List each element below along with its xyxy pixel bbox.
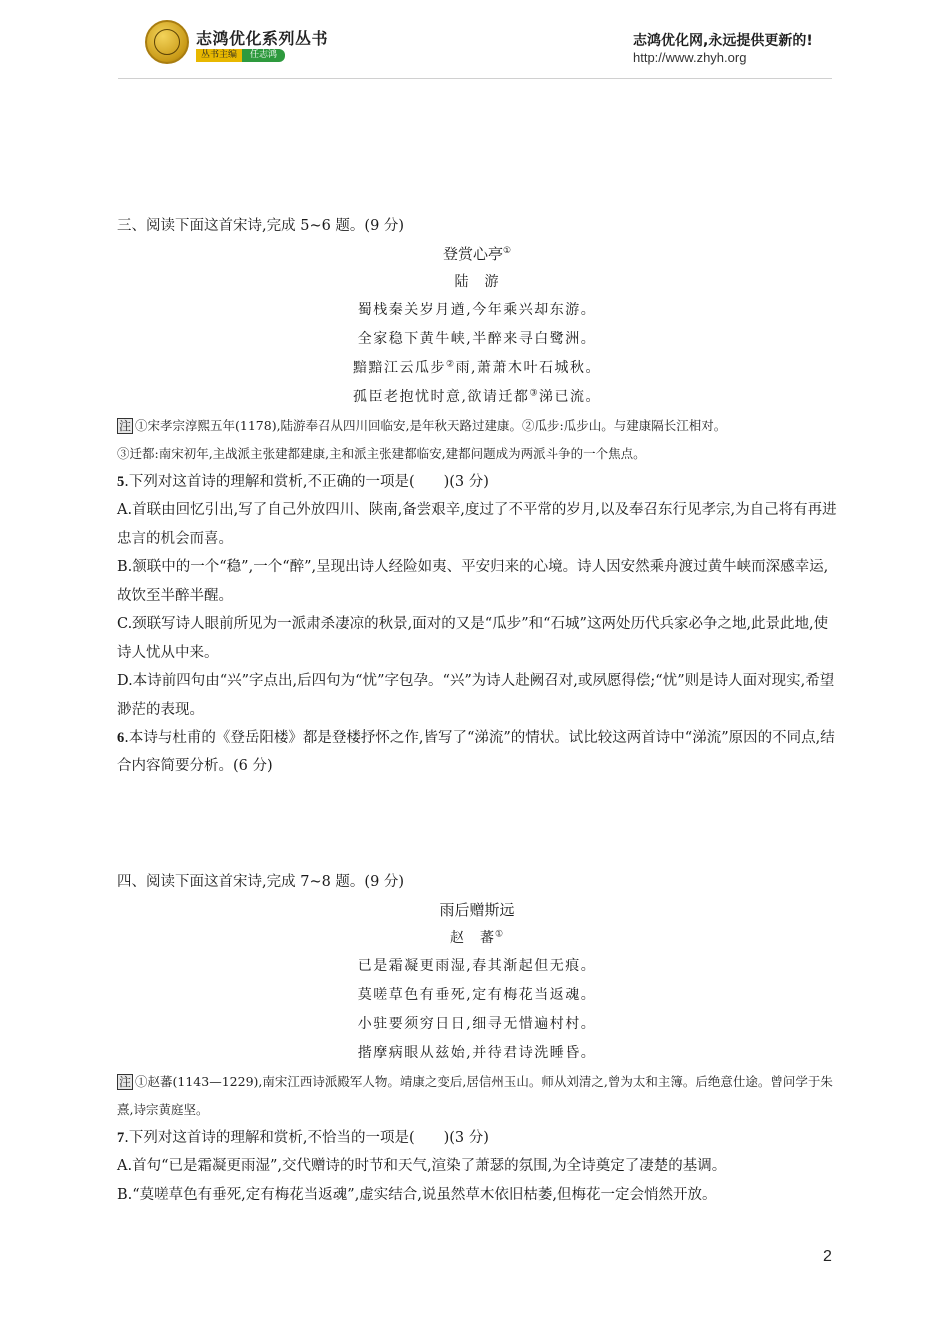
brand-subtitle [196, 49, 285, 62]
answer-space [117, 780, 837, 868]
poem1-line: 全家稳下黄牛峡,半醉来寻白鹭洲。 [357, 331, 597, 347]
poem1-line: 蜀栈秦关岁月遒,今年乘兴却东游。 [357, 302, 597, 318]
page-header [0, 0, 950, 80]
poem2-note: 注 ①赵蕃(1143—1229),南宋江西诗派殿军人物。靖康之变后,居信州玉山。师从刘清之,曾为太和主簿。后绝意仕途。曾问学于朱熹,诗宗黄庭坚。 [117, 1074, 833, 1117]
poem1-note-cont: ③迁都:南宋初年,主战派主张建都建康,主和派主张建都临安,建都问题成为两派斗争的一个焦点。 [117, 446, 646, 461]
header-divider [118, 78, 832, 79]
question-7-stem: 7.下列对这首诗的理解和赏析,不恰当的一项是( )(3 分) [117, 1130, 489, 1146]
section3-heading: 三、阅读下面这首宋诗,完成 5~6 题。(9 分) [117, 218, 405, 234]
poem2-line: 已是霜凝更雨湿,春其渐起但无痕。 [357, 958, 597, 974]
poem2-line: 揩摩病眼从兹始,并待君诗洗睡昏。 [357, 1045, 597, 1061]
brand-sub-editor: 任志鸿 [242, 49, 285, 62]
poem2-line: 小驻要须穷日日,细寻无惜遍村村。 [357, 1016, 597, 1032]
poem1-line: 黯黯江云瓜步②雨,萧萧木叶石城秋。 [352, 359, 602, 376]
header-slogan: 志鸿优化网,永远提供更新的! [633, 33, 813, 49]
question-5-option-a: A.首联由回忆引出,写了自己外放四川、陕南,备尝艰辛,度过了不平常的岁月,以及奉召东行见孝宗,为自己将有再进忠言的机会而喜。 [117, 502, 837, 547]
page-number: 2 [823, 1248, 832, 1265]
document-body [117, 212, 837, 1209]
poem1-title: 登赏心亭① [442, 245, 512, 263]
question-7-option-b: B.“莫嗟草色有垂死,定有梅花当返魂”,虚实结合,说虽然草木依旧枯萎,但梅花一定会悄然开放。 [117, 1186, 717, 1203]
question-7-option-a: A.首句“已是霜凝更雨湿”,交代赠诗的时节和天气,渲染了萧瑟的氛围,为全诗奠定了凄楚的基调。 [117, 1158, 727, 1174]
header-url[interactable]: http://www.zhyh.org [633, 50, 747, 65]
poem2-author: 赵 蕃① [449, 929, 505, 946]
poem2-line: 莫嗟草色有垂死,定有梅花当返魂。 [357, 987, 597, 1003]
question-5-option-b: B.颔联中的一个“稳”,一个“醉”,呈现出诗人经险如夷、平安归来的心境。诗人因安然乘舟渡过黄牛峡而深感幸运,故饮至半醉半醒。 [117, 559, 829, 604]
question-5-stem: 5.下列对这首诗的理解和赏析,不正确的一项是( )(3 分) [117, 474, 489, 490]
poem1-line: 孤臣老抱忧时意,欲请迁都③涕已流。 [352, 388, 602, 405]
poem1-note: 注 ①宋孝宗淳熙五年(1178),陆游奉召从四川回临安,是年秋天路过建康。②瓜步:瓜步山。与建康隔长江相对。 [119, 418, 727, 433]
brand-title: 志鸿优化系列丛书 [196, 29, 329, 48]
question-5-option-c: C.颈联写诗人眼前所见为一派肃杀凄凉的秋景,面对的又是“瓜步”和“石城”这两处历代兵家必争之地,此景此地,使诗人忧从中来。 [117, 616, 829, 661]
brand-sub-label: 丛书主编 [196, 49, 242, 62]
question-5-option-d: D.本诗前四句由“兴”字点出,后四句为“忧”字包孕。“兴”为诗人赴阙召对,或夙愿得偿;“忧”则是诗人面对现实,希望渺茫的表现。 [117, 673, 835, 718]
section4-heading: 四、阅读下面这首宋诗,完成 7~8 题。(9 分) [117, 874, 405, 890]
poem2-title: 雨后赠斯远 [439, 901, 515, 919]
brand-logo-icon [145, 20, 189, 64]
note-tag: 注 [119, 1075, 132, 1089]
question-6-stem: 6.本诗与杜甫的《登岳阳楼》都是登楼抒怀之作,皆写了“涕流”的情状。试比较这两首诗中“涕流”原因的不同点,结合内容简要分析。(6 分) [117, 730, 835, 774]
note-tag: 注 [119, 419, 132, 433]
poem1-author: 陆 游 [454, 274, 500, 290]
